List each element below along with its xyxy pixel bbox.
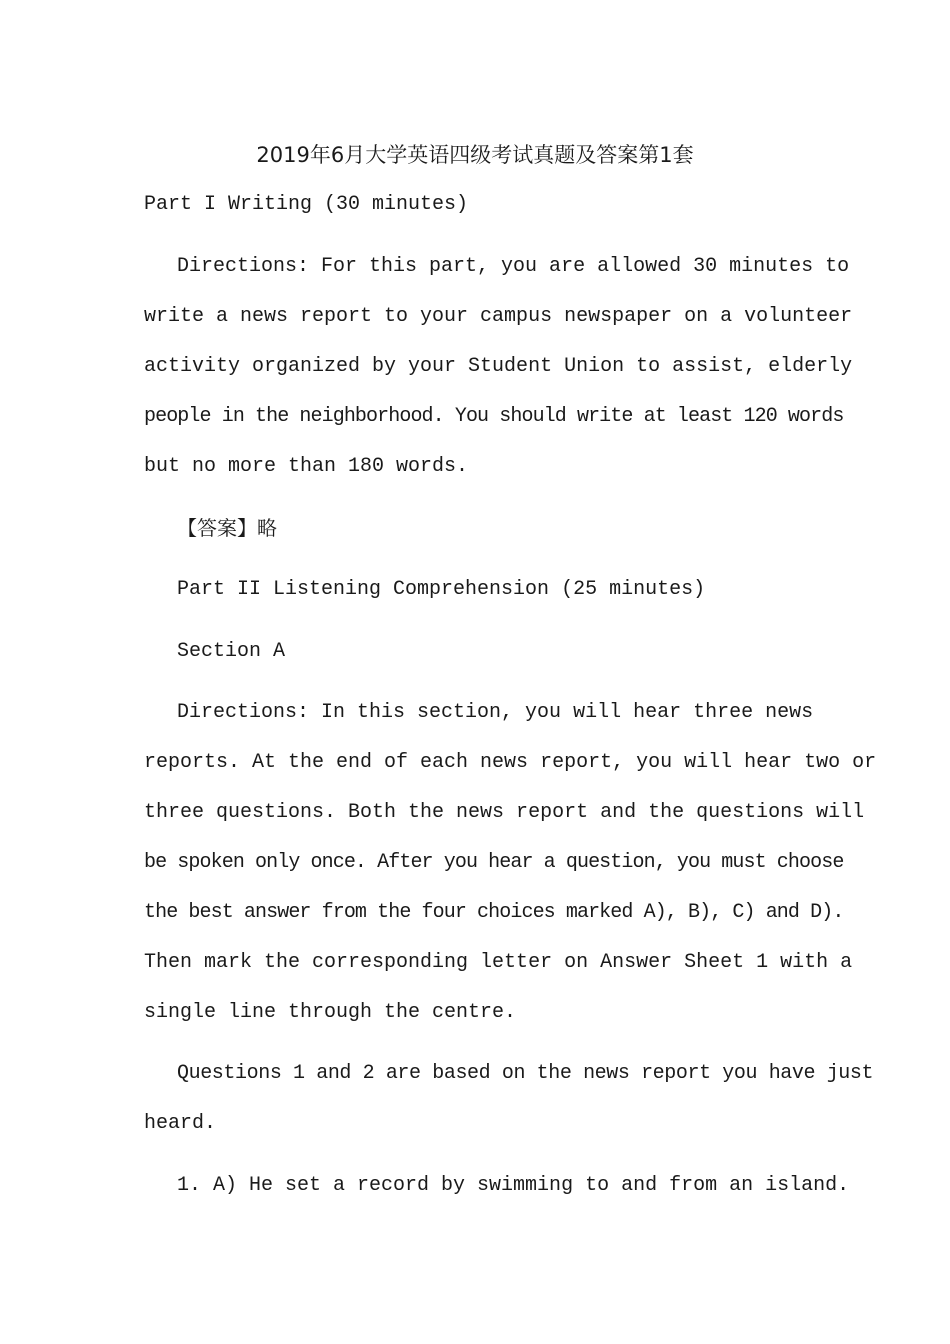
- section-a-heading: Section A: [177, 640, 286, 663]
- writing-directions-line-3: activity organized by your Student Union to assist, elderly: [144, 355, 853, 378]
- listening-directions-line-6: Then mark the corresponding letter on Answer Sheet 1 with a: [144, 951, 853, 974]
- listening-directions-line-5: the best answer from the four choices marked A), B), C) and D).: [144, 901, 844, 924]
- listening-directions-line-7: single line through the centre.: [144, 1001, 517, 1024]
- document-title: 2019年6月大学英语四级考试真题及答案第1套: [256, 143, 694, 167]
- part-one-heading: Part I Writing (30 minutes): [144, 193, 469, 216]
- questions-intro-line-1: Questions 1 and 2 are based on the news report you have just: [177, 1062, 874, 1085]
- listening-directions-line-4: be spoken only once. After you hear a question, you must choose: [144, 851, 844, 874]
- listening-directions-line-3: three questions. Both the news report and the questions will: [144, 801, 865, 824]
- listening-directions-line-1: Directions: In this section, you will hear three news: [177, 701, 814, 724]
- writing-directions-line-2: write a news report to your campus newspaper on a volunteer: [144, 305, 853, 328]
- writing-directions-line-1: Directions: For this part, you are allowed 30 minutes to: [177, 255, 850, 278]
- part-two-heading: Part II Listening Comprehension (25 minutes): [177, 578, 706, 601]
- questions-intro-line-2: heard.: [144, 1112, 217, 1135]
- question-1-option-a: 1. A) He set a record by swimming to and from an island.: [177, 1174, 850, 1197]
- writing-directions-line-5: but no more than 180 words.: [144, 455, 469, 478]
- listening-directions-line-2: reports. At the end of each news report, you will hear two or: [144, 751, 877, 774]
- writing-directions-line-4: people in the neighborhood. You should write at least 120 words: [144, 405, 844, 428]
- answer-note: 【答案】略: [177, 516, 277, 540]
